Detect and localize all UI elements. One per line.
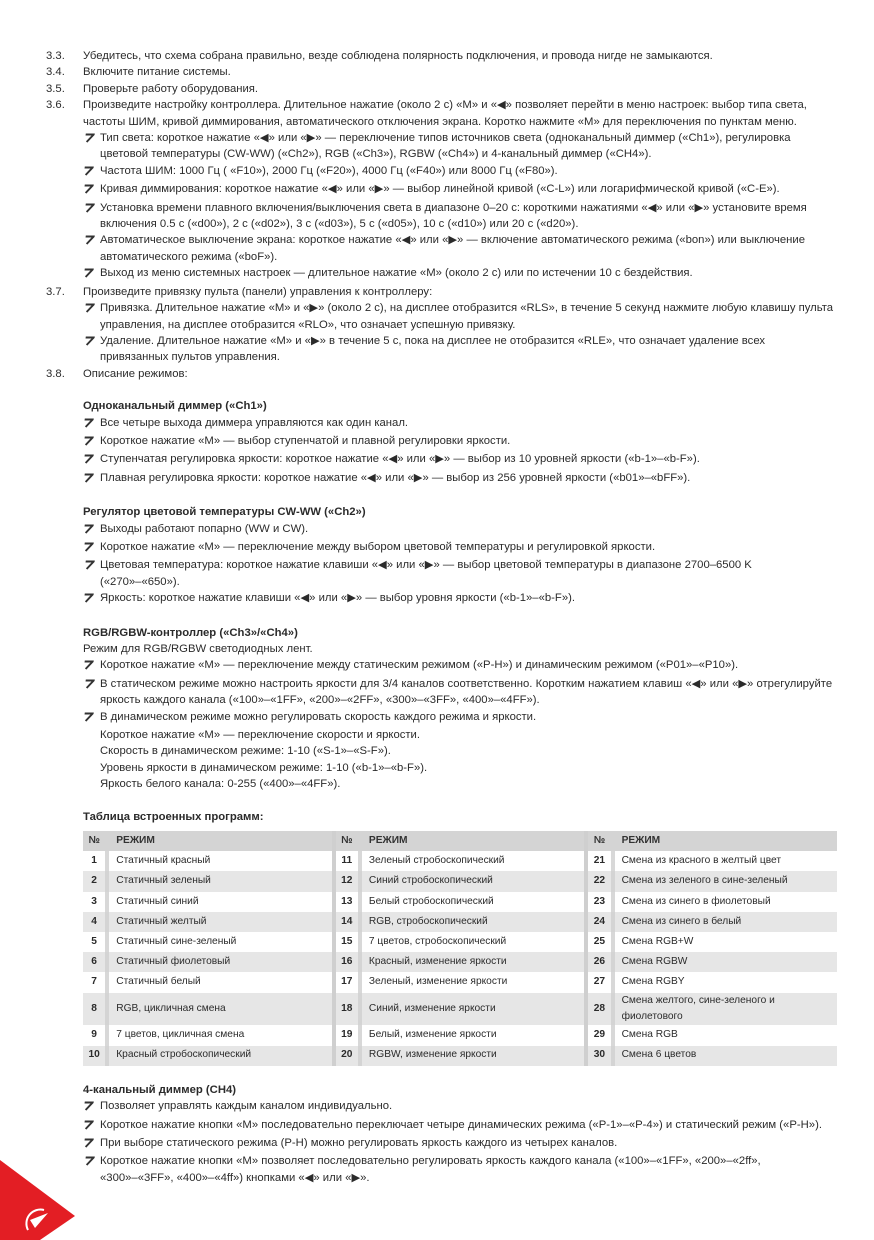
list-item [83, 232, 834, 265]
program-mode: Смена RGBW [613, 952, 837, 972]
program-number: 17 [336, 972, 360, 992]
program-mode: Статичный белый [107, 972, 333, 992]
program-number: 25 [588, 932, 612, 952]
program-mode: Зеленый стробоскопический [360, 851, 586, 871]
step-number: 3.7. [46, 285, 65, 298]
step-number: 3.5. [46, 82, 65, 95]
program-mode: Статичный фиолетовый [107, 952, 333, 972]
list-item [83, 470, 834, 488]
program-number: 18 [336, 993, 360, 1026]
program-mode: Статичный желтый [107, 912, 333, 932]
list-item [83, 557, 834, 590]
program-mode: Статичный зеленый [107, 871, 333, 891]
program-number: 13 [336, 892, 360, 912]
step-3-6 [0, 97, 874, 130]
program-number: 3 [83, 892, 107, 912]
program-number: 20 [336, 1046, 360, 1066]
program-mode: Красный стробоскопический [107, 1046, 333, 1066]
section-title: Таблица встроенных программ: [83, 810, 264, 823]
list-item [83, 1135, 834, 1153]
table-row [83, 851, 837, 871]
bullet-text: Привязка. Длительное нажатие «M» и «▶» (около 2 с), на дисплее отобразится «RLS», в течение 5 секунд нажмите любую клавишу пульта управления, на дисплее отобразится «RLO», что означает успешную привязку. [100, 302, 834, 331]
bullet-text: При выборе статического режима (P-H) можно регулировать яркость каждого из четырех каналов. [100, 1136, 618, 1149]
bullet-text: Короткое нажатие кнопки «M» позволяет последовательно регулировать яркость каждого канала («100»–«1FF», «200»–«2ff», «300»–«3FF», «400»–«4ff») кнопками «◀» или «▶». [100, 1155, 761, 1184]
program-mode: RGBW, изменение яркости [360, 1046, 586, 1066]
step-text: Описание режимов: [83, 367, 188, 380]
step-3-5 [0, 81, 874, 97]
section-ch1 [0, 398, 874, 488]
list-item [83, 451, 834, 469]
bullet-text: Короткое нажатие «M» — переключение между выбором цветовой температуры и регулировкой яркости. [100, 540, 656, 553]
program-mode: Статичный синий [107, 892, 333, 912]
arrow-bullet-icon [82, 451, 102, 469]
arrow-bullet-icon [82, 590, 102, 608]
program-number: 16 [336, 952, 360, 972]
list-item [83, 415, 834, 433]
program-mode: RGB, стробоскопический [360, 912, 586, 932]
list-item [83, 163, 834, 181]
arrow-bullet-icon [82, 1098, 102, 1116]
program-mode: Белый, изменение яркости [360, 1025, 586, 1045]
list-item [83, 709, 834, 727]
step-number: 3.8. [46, 367, 65, 380]
step-number: 3.6. [46, 99, 65, 112]
step-text: Убедитесь, что схема собрана правильно, везде соблюдена полярность подключения, и провода нигде не замыкаются. [83, 50, 713, 62]
program-mode: Смена желтого, сине-зеленого и фиолетового [613, 993, 837, 1026]
step-3-8 [0, 366, 874, 382]
program-number: 10 [83, 1046, 107, 1066]
bullet-text: Кривая диммирования: короткое нажатие «◀» или «▶» — выбор линейной кривой («C-L») или логарифмической кривой («C-E»). [100, 183, 780, 196]
programs-table [83, 831, 837, 1066]
program-number: 19 [336, 1025, 360, 1045]
list-item [83, 1117, 834, 1135]
dynamic-line: Яркость белого канала: 0-255 («400»–«4FF»). [100, 778, 341, 791]
program-mode: 7 цветов, цикличная смена [107, 1025, 333, 1045]
step-text: Произведите привязку пульта (панели) управления к контроллеру: [83, 285, 433, 298]
table-row [83, 912, 837, 932]
step-number: 3.4. [46, 66, 65, 79]
document-page [0, 48, 874, 1186]
program-mode: Смена RGB [613, 1025, 837, 1045]
program-number: 21 [588, 851, 612, 871]
column-header-mode: РЕЖИМ [107, 831, 333, 851]
bullet-text: Позволяет управлять каждым каналом индивидуально. [100, 1100, 393, 1113]
table-row [83, 972, 837, 992]
bullet-text: Ступенчатая регулировка яркости: короткое нажатие «◀» или «▶» — выбор из 10 уровней яркости («b-1»–«b-F»). [100, 453, 700, 466]
program-number: 7 [83, 972, 107, 992]
program-mode: Смена RGB+W [613, 932, 837, 952]
list-item [83, 1098, 834, 1116]
program-mode: Красный, изменение яркости [360, 952, 586, 972]
step-3-6-bullets [0, 130, 874, 284]
arrow-bullet-icon [82, 265, 102, 283]
program-mode: Смена из зеленого в сине-зеленый [613, 871, 837, 891]
list-item [83, 181, 834, 199]
step-3-3 [0, 48, 874, 64]
program-number: 6 [83, 952, 107, 972]
program-number: 2 [83, 871, 107, 891]
section-title: Одноканальный диммер («Ch1») [83, 400, 267, 413]
step-text: Произведите настройку контроллера. Длительное нажатие (около 2 с) «M» и «◀» позволяет перейти в меню настроек: выбор типа света, частоты ШИМ, кривой диммирования, автоматического отключения экрана. Коротко нажмите «M» для переключения по пунктам меню. [83, 99, 807, 128]
section-title: 4-канальный диммер (CH4) [83, 1083, 237, 1096]
bullet-text: Тип света: короткое нажатие «◀» или «▶» — переключение типов источников света (одноканальный диммер («Ch1»), регулировка цветовой температуры (CW-WW) («Ch2»), RGB («Ch3»), RGBW («Ch4») и 4-канальный диммер («CH4»). [100, 132, 791, 161]
program-number: 24 [588, 912, 612, 932]
program-number: 28 [588, 993, 612, 1026]
list-item [83, 300, 834, 333]
program-mode: Статичный красный [107, 851, 333, 871]
bullet-text: Яркость: короткое нажатие клавиши «◀» или «▶» — выбор уровня яркости («b-1»–«b-F»). [100, 592, 576, 605]
bullet-text: Короткое нажатие «M» — выбор ступенчатой и плавной регулировки яркости. [100, 434, 511, 447]
program-number: 22 [588, 871, 612, 891]
bullet-text: Все четыре выхода диммера управляются как один канал. [100, 416, 409, 429]
arrow-bullet-icon [82, 539, 102, 557]
bullet-text: Цветовая температура: короткое нажатие клавиши «◀» или «▶» — выбор цветовой температуры в диапазоне 2700–6500 K («270»–«650»). [100, 559, 752, 588]
section-programs [0, 809, 874, 1066]
arrow-bullet-icon [82, 657, 102, 675]
program-mode: Зеленый, изменение яркости [360, 972, 586, 992]
step-text: Проверьте работу оборудования. [83, 82, 259, 95]
program-mode: Смена из красного в желтый цвет [613, 851, 837, 871]
program-number: 23 [588, 892, 612, 912]
program-number: 5 [83, 932, 107, 952]
program-mode: Синий, изменение яркости [360, 993, 586, 1026]
program-number: 9 [83, 1025, 107, 1045]
bullet-text: Удаление. Длительное нажатие «M» и «▶» в течение 5 с, пока на дисплее не отобразится «RLE», что означает удаление всех привязанных пультов управления. [100, 334, 766, 364]
list-item [83, 676, 834, 709]
program-number: 12 [336, 871, 360, 891]
step-3-4 [0, 64, 874, 80]
program-mode: 7 цветов, стробоскопический [360, 932, 586, 952]
list-item [83, 657, 834, 675]
program-number: 27 [588, 972, 612, 992]
step-number: 3.3. [46, 50, 65, 62]
column-header-mode: РЕЖИМ [613, 831, 837, 851]
program-number: 30 [588, 1046, 612, 1066]
bullet-text: Выход из меню системных настроек — длительное нажатие «M» (около 2 с) или по истечении 10 с бездействия. [100, 267, 693, 280]
program-number: 15 [336, 932, 360, 952]
table-row [83, 952, 837, 972]
section-intro: Режим для RGB/RGBW светодиодных лент. [83, 643, 313, 655]
column-header-number: № [83, 831, 107, 851]
program-number: 4 [83, 912, 107, 932]
bullet-text: Автоматическое выключение экрана: короткое нажатие «◀» или «▶» — включение автоматического режима («bon») или выключение автоматического режима («boF»). [100, 234, 805, 263]
program-number: 1 [83, 851, 107, 871]
table-row [83, 932, 837, 952]
program-number: 14 [336, 912, 360, 932]
table-row [83, 871, 837, 891]
arrow-bullet-icon [82, 415, 102, 433]
column-header-mode: РЕЖИМ [360, 831, 586, 851]
program-number: 8 [83, 993, 107, 1026]
dynamic-line: Уровень яркости в динамическом режиме: 1-10 («b-1»–«b-F»). [100, 761, 428, 774]
bullet-text: Частота ШИМ: 1000 Гц ( «F10»), 2000 Гц («F20»), 4000 Гц («F40») или 8000 Гц («F80»). [100, 164, 558, 177]
program-number: 29 [588, 1025, 612, 1045]
bullet-text: Плавная регулировка яркости: короткое нажатие «◀» или «▶» — выбор из 256 уровней яркости («b01»–«bFF»). [100, 471, 691, 484]
program-mode: RGB, цикличная смена [107, 993, 333, 1026]
program-mode: Смена из синего в белый [613, 912, 837, 932]
list-item [83, 200, 834, 233]
arrow-bullet-icon [82, 521, 102, 539]
brand-logo-icon [0, 1150, 90, 1240]
section-ch4-dimmer [0, 1082, 874, 1186]
table-row [83, 993, 837, 1026]
program-mode: Смена 6 цветов [613, 1046, 837, 1066]
list-item [83, 590, 834, 608]
arrow-bullet-icon [82, 433, 102, 451]
list-item [83, 333, 834, 366]
list-item [83, 130, 834, 163]
section-ch3-ch4 [0, 625, 874, 793]
bullet-text: Короткое нажатие кнопки «M» последовательно переключает четыре динамических режима («P-1»–«P-4») и статический режим («P-H»). [100, 1118, 822, 1131]
program-mode: Статичный сине-зеленый [107, 932, 333, 952]
program-mode: Синий стробоскопический [360, 871, 586, 891]
bullet-text: Выходы работают попарно (WW и CW). [100, 522, 309, 535]
arrow-bullet-icon [82, 470, 102, 488]
table-row [83, 1046, 837, 1066]
table-row [83, 1025, 837, 1045]
dynamic-line: Скорость в динамическом режиме: 1-10 («S-1»–«S-F»). [100, 745, 391, 758]
bullet-text: Короткое нажатие «M» — переключение между статическим режимом («P-H») и динамическим режимом («P01»–«P10»). [100, 659, 739, 672]
column-header-number: № [588, 831, 612, 851]
arrow-bullet-icon [82, 1117, 102, 1135]
list-item [83, 433, 834, 451]
program-number: 11 [336, 851, 360, 871]
section-ch2 [0, 504, 874, 608]
list-item [83, 1153, 834, 1186]
step-3-7-bullets [0, 300, 874, 366]
step-3-7 [0, 284, 874, 300]
bullet-text: В статическом режиме можно настроить яркости для 3/4 каналов соответственно. Коротким нажатием клавиш «◀» или «▶» отрегулируйте яркость каждого канала («100»–«1FF», «200»–«2FF», «300»–«3FF», «400»–«4FF»). [100, 677, 833, 707]
list-item [83, 539, 834, 557]
arrow-bullet-icon [82, 163, 102, 181]
list-item [83, 265, 834, 283]
section-title: Регулятор цветовой температуры CW-WW («Ch2») [83, 506, 366, 519]
section-title: RGB/RGBW-контроллер («Ch3»/«Ch4») [83, 626, 298, 639]
arrow-bullet-icon [82, 709, 102, 727]
program-number: 26 [588, 952, 612, 972]
bullet-text: В динамическом режиме можно регулировать скорость каждого режима и яркости. [100, 710, 537, 723]
table-header-row [83, 831, 837, 851]
programs-table-body [83, 851, 837, 1066]
step-text: Включите питание системы. [83, 66, 231, 79]
list-item [83, 521, 834, 539]
arrow-bullet-icon [82, 181, 102, 199]
program-mode: Смена из синего в фиолетовый [613, 892, 837, 912]
column-header-number: № [336, 831, 360, 851]
table-row [83, 892, 837, 912]
program-mode: Смена RGBY [613, 972, 837, 992]
bullet-text: Установка времени плавного включения/выключения света в диапазоне 0–20 с: короткими нажатиями «◀» или «▶» установите время включения 0.5 с («d00»), 2 с («d02»), 3 с («d03»), 5 с («d05»), 10 с («d10») или 20 с («d20»). [100, 201, 807, 231]
dynamic-line: Короткое нажатие «M» — переключение скорости и яркости. [100, 729, 420, 742]
program-mode: Белый стробоскопический [360, 892, 586, 912]
